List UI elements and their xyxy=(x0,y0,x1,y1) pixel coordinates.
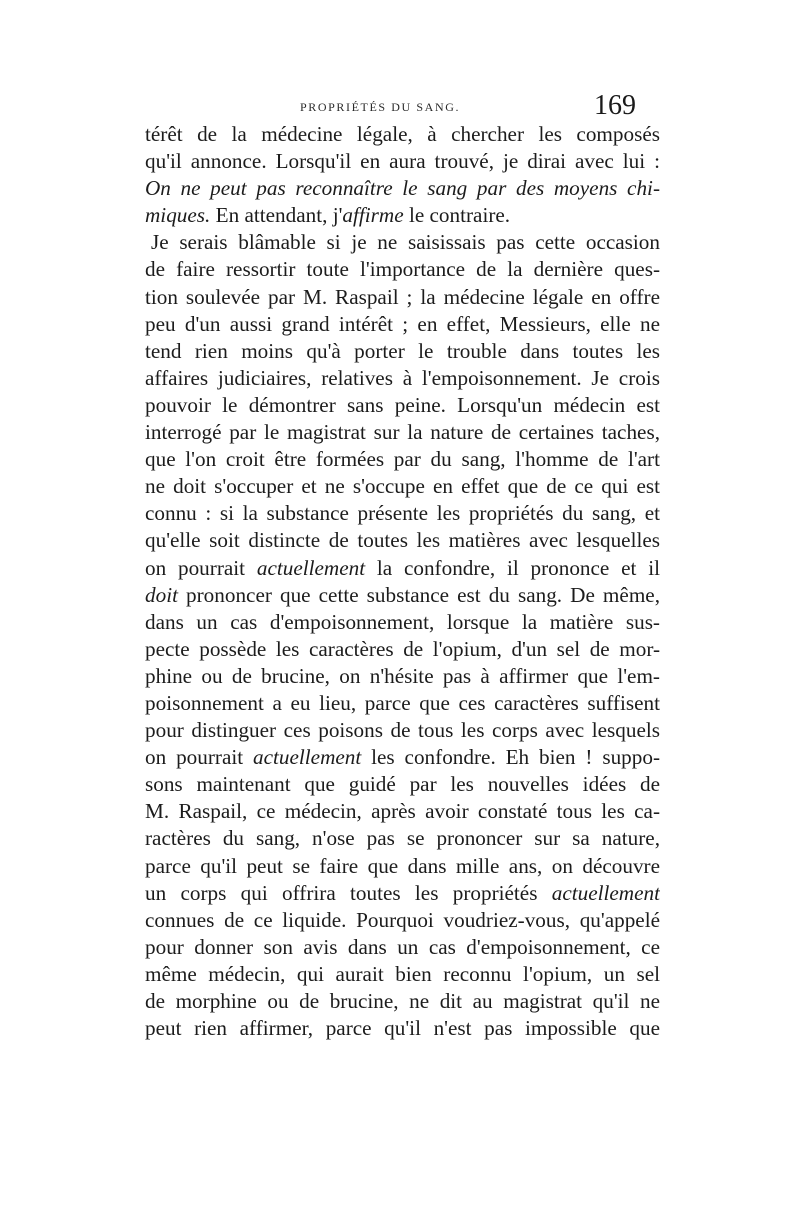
text-line: pour distinguer ces poisons de tous les corps avec lesquels xyxy=(145,718,660,743)
text-line: poisonnement a eu lieu, parce que ces caractères suffisent xyxy=(145,690,660,715)
text-line: de faire ressortir toute l'importance de la dernière ques- xyxy=(145,257,660,282)
text-line: connues de ce liquide. Pourquoi voudriez-vous, qu'appelé xyxy=(145,907,660,932)
text-line: M. Raspail, ce médecin, après avoir constaté tous les ca- xyxy=(145,799,660,824)
text-line: même médecin, qui aurait bien reconnu l'opium, un sel xyxy=(145,961,660,986)
running-header: PROPRIÉTÉS DU SANG. xyxy=(300,100,461,114)
text-line: on pourrait actuellement la confondre, il prononce et il xyxy=(145,555,660,580)
text-line: qu'elle soit distincte de toutes les matières avec lesquelles xyxy=(145,528,660,553)
text-line: dans un cas d'empoisonnement, lorsque la matière sus- xyxy=(145,609,660,634)
text-line: interrogé par le magistrat sur la nature de certaines taches, xyxy=(145,420,660,445)
text-line: ractères du sang, n'ose pas se prononcer sur sa nature, xyxy=(145,826,660,851)
body-text xyxy=(145,121,660,1042)
text-line: connu : si la substance présente les propriétés du sang, et xyxy=(145,501,660,526)
text-line: phine ou de brucine, on n'hésite pas à affirmer que l'em- xyxy=(145,663,660,688)
text-line: peu d'un aussi grand intérêt ; en effet, Messieurs, elle ne xyxy=(145,311,660,336)
text-line: doit prononcer que cette substance est du sang. De même, xyxy=(145,582,660,607)
text-line: de morphine ou de brucine, ne dit au magistrat qu'il ne xyxy=(145,989,660,1013)
text-line: sons maintenant que guidé par les nouvelles idées de xyxy=(145,772,660,797)
text-line: tend rien moins qu'à porter le trouble dans toutes les xyxy=(145,338,660,363)
text-line: peut rien affirmer, parce qu'il n'est pas impossible que xyxy=(145,1016,660,1041)
text-line: pour donner son avis dans un cas d'empoisonnement, ce xyxy=(145,934,660,959)
text-line: on pourrait actuellement les confondre. Eh bien ! suppo- xyxy=(145,745,660,770)
text-line: pouvoir le démontrer sans peine. Lorsqu'un médecin est xyxy=(145,392,660,417)
text-line: que l'on croit être formées par du sang, l'homme de l'art xyxy=(145,447,660,472)
text-line: ne doit s'occuper et ne s'occupe en effet que de ce qui est xyxy=(145,474,660,499)
text-line: qu'il annonce. Lorsqu'il en aura trouvé, je dirai avec lui : xyxy=(145,149,660,174)
text-line: tion soulevée par M. Raspail ; la médecine légale en offre xyxy=(145,284,660,309)
text-line: térêt de la médecine légale, à chercher les composés xyxy=(145,122,660,146)
text-line: affaires judiciaires, relatives à l'empoisonnement. Je crois xyxy=(145,365,660,390)
text-line: pecte possède les caractères de l'opium, d'un sel de mor- xyxy=(145,636,660,661)
text-line: Je serais blâmable si je ne saisissais pas cette occasion xyxy=(151,230,660,255)
page-number: 169 xyxy=(594,90,636,121)
text-line: un corps qui offrira toutes les propriétés actuellement xyxy=(145,880,660,905)
text-line: miques. En attendant, j'affirme le contraire. xyxy=(145,203,511,228)
text-line: On ne peut pas reconnaître le sang par des moyens chi- xyxy=(145,176,660,201)
text-line: parce qu'il peut se faire que dans mille ans, on découvre xyxy=(145,853,660,878)
